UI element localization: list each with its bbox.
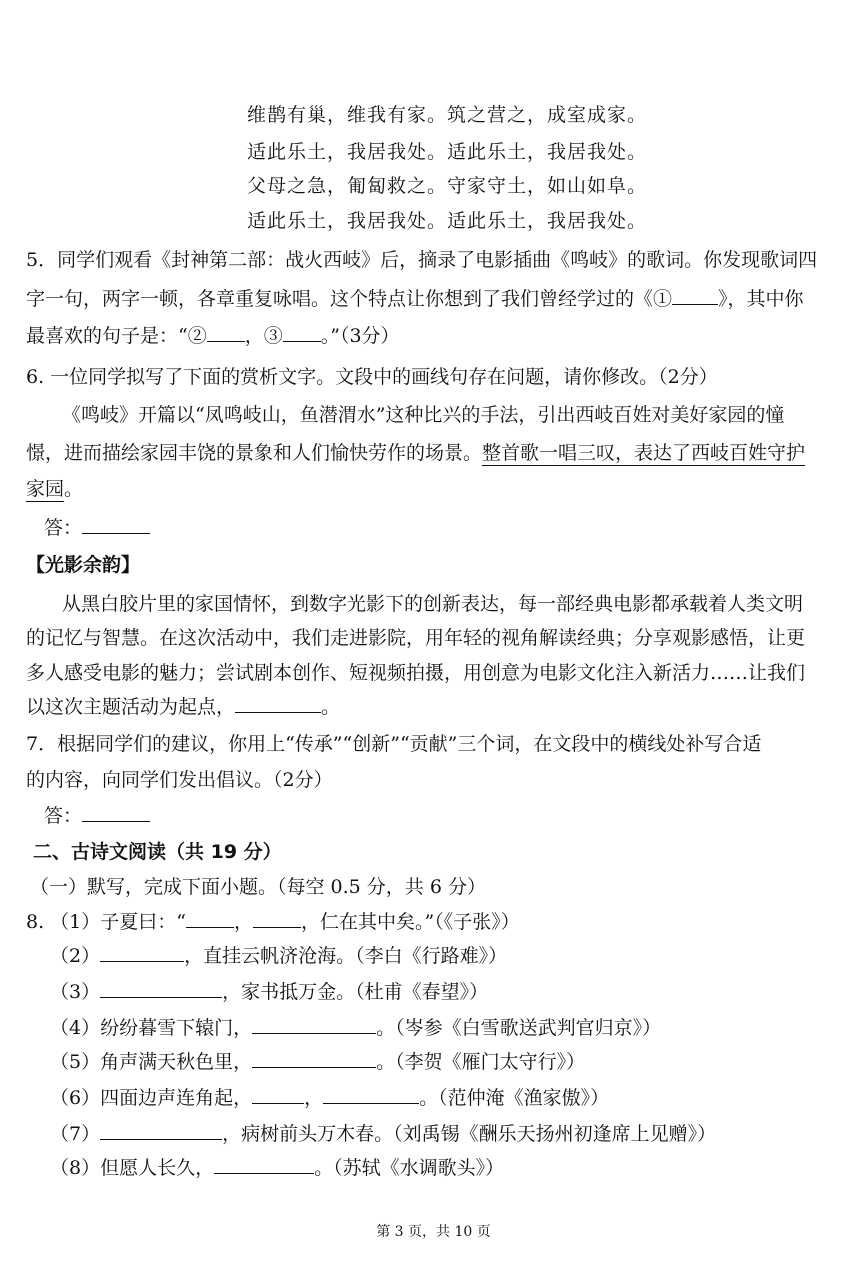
q8-item-6-end: 。（范仲淹《渔家傲》） bbox=[419, 1087, 610, 1109]
q8-item-4 bbox=[50, 1013, 661, 1043]
q8-item-5-blank[interactable] bbox=[252, 1049, 376, 1068]
q8-item-7-num: （7） bbox=[50, 1123, 101, 1145]
q5-blank-3[interactable] bbox=[283, 323, 321, 342]
q6-answer-blank[interactable] bbox=[82, 515, 150, 534]
q6-underlined-sentence: 整首歌一唱三叹，表达了西岐百姓守护 bbox=[482, 442, 806, 464]
q8-item-3-num: （3） bbox=[50, 981, 101, 1003]
guangying-para-line-1: 从黑白胶片里的家国情怀，到数字光影下的创新表达，每一部经典电影都承载着人类文明 bbox=[62, 593, 804, 615]
q8-item-7 bbox=[50, 1119, 716, 1149]
q8-item-5-end: 。（李贺《雁门太守行》） bbox=[376, 1051, 586, 1073]
guangying-para-line-4 bbox=[26, 692, 340, 722]
q5-line-3-mid: ，③ bbox=[244, 325, 283, 347]
q8-item-1-end: ，仁在其中矣。”（《子张》） bbox=[301, 911, 520, 933]
q6-answer-label: 答： bbox=[44, 517, 83, 539]
q7-answer bbox=[44, 801, 150, 831]
q8-item-3-end: ，家书抵万金。（杜甫《春望》） bbox=[222, 981, 489, 1003]
q6-para-plain: 憬，进而描绘家园丰饶的景象和人们愉快劳作的场景。 bbox=[26, 442, 483, 464]
page-number-footer: 第 3 页，共 10 页 bbox=[376, 1224, 491, 1240]
poem-line-1: 维鹊有巢，维我有家。筑之营之，成室成家。 bbox=[247, 104, 648, 126]
q8-item-7-end: ，病树前头万木春。（刘禹锡《酬乐天扬州初逢席上见赠》） bbox=[222, 1123, 717, 1145]
q8-item-2-blank[interactable] bbox=[100, 943, 184, 962]
q8-item-2-num: （2） bbox=[50, 945, 101, 967]
q8-item-6-sep: ， bbox=[304, 1087, 324, 1109]
q8-item-6 bbox=[50, 1083, 609, 1113]
q5-line-2-end: 》，其中你 bbox=[718, 288, 804, 310]
guangying-heading: 【光影余韵】 bbox=[26, 554, 141, 576]
q6-para-period: 。 bbox=[64, 478, 84, 500]
q8-item-6-text: （6）四面边声连角起， bbox=[50, 1087, 253, 1109]
q6-para-line-3 bbox=[26, 474, 83, 504]
q8-item-8-end: 。（苏轼《水调歌头》） bbox=[314, 1157, 505, 1179]
section-2-subheading: （一）默写，完成下面小题。（每空 0.5 分，共 6 分） bbox=[30, 876, 486, 898]
q8-item-8 bbox=[50, 1153, 504, 1183]
guangying-blank[interactable] bbox=[235, 694, 321, 713]
q7-answer-blank[interactable] bbox=[82, 803, 150, 822]
poem-line-4: 适此乐土，我居我处。适此乐土，我居我处。 bbox=[247, 210, 648, 232]
guangying-para-text: 以这次主题活动为起点， bbox=[26, 696, 236, 718]
q5-line-2-text: 字一句，两字一顿，各章重复咏唱。这个特点让你想到了我们曾经学过的《① bbox=[26, 288, 673, 310]
q8-item-1-text: 8. （1）子夏曰：“ bbox=[26, 911, 186, 933]
q5-line-2 bbox=[26, 284, 804, 314]
guangying-para-end: 。 bbox=[321, 696, 341, 718]
q6-prompt: 6. 一位同学拟写了下面的赏析文字。文段中的画线句存在问题，请你修改。（2分） bbox=[26, 366, 718, 388]
q5-line-3-text: 最喜欢的句子是：“② bbox=[26, 325, 207, 347]
q5-line-3-end: 。”（3分） bbox=[320, 325, 400, 347]
q5-blank-1[interactable] bbox=[672, 286, 718, 305]
q5-blank-2[interactable] bbox=[207, 323, 245, 342]
q8-item-3-blank[interactable] bbox=[100, 979, 222, 998]
q8-item-2-end: ，直挂云帆济沧海。（李白《行路难》） bbox=[184, 945, 508, 967]
q7-line-2: 的内容，向同学们发出倡议。（2分） bbox=[26, 769, 333, 791]
q8-item-8-blank[interactable] bbox=[214, 1155, 314, 1174]
guangying-para-line-3: 多人感受电影的魅力；尝试剧本创作、短视频拍摄，用创意为电影文化注入新活力……让我们 bbox=[26, 662, 806, 684]
q7-line-1: 7．根据同学们的建议，你用上“传承”“创新”“贡献”三个词，在文段中的横线处补写合适 bbox=[26, 733, 762, 755]
poem-line-2: 适此乐土，我居我处。适此乐土，我居我处。 bbox=[247, 141, 648, 163]
q7-answer-label: 答： bbox=[44, 805, 83, 827]
q8-item-4-blank[interactable] bbox=[252, 1015, 376, 1034]
q8-item-2 bbox=[50, 941, 507, 971]
q8-item-5-text: （5）角声满天秋色里， bbox=[50, 1051, 253, 1073]
poem-line-3: 父母之急，匍匐救之。守家守土，如山如阜。 bbox=[247, 175, 648, 197]
q8-item-1-blank-2[interactable] bbox=[253, 909, 301, 928]
q8-item-1-sep: ， bbox=[233, 911, 253, 933]
q8-item-8-text: （8）但愿人长久， bbox=[50, 1157, 215, 1179]
q8-item-1-blank-1[interactable] bbox=[186, 909, 234, 928]
q6-para-line-2 bbox=[26, 438, 805, 468]
q8-item-4-end: 。（岑参《白雪歌送武判官归京》） bbox=[376, 1017, 662, 1039]
q5-line-3 bbox=[26, 321, 400, 351]
q6-para-line-1: 《鸣岐》开篇以“凤鸣岐山，鱼潜渭水”这种比兴的手法，引出西岐百姓对美好家园的憧 bbox=[62, 404, 785, 426]
q5-line-1: 5．同学们观看《封神第二部：战火西岐》后，摘录了电影插曲《鸣岐》的歌词。你发现歌词四 bbox=[26, 249, 818, 271]
q8-item-7-blank[interactable] bbox=[100, 1121, 222, 1140]
q8-item-6-blank-2[interactable] bbox=[323, 1085, 419, 1104]
q8-item-4-text: （4）纷纷暮雪下辕门， bbox=[50, 1017, 253, 1039]
q8-item-6-blank-1[interactable] bbox=[252, 1085, 304, 1104]
q8-item-5 bbox=[50, 1047, 585, 1077]
guangying-para-line-2: 的记忆与智慧。在这次活动中，我们走进影院，用年轻的视角解读经典；分享观影感悟，让更 bbox=[26, 627, 806, 649]
section-2-heading: 二、古诗文阅读（共 19 分） bbox=[33, 841, 282, 863]
q6-underlined-end: 家园 bbox=[26, 478, 65, 500]
q8-item-3 bbox=[50, 977, 488, 1007]
q6-answer bbox=[44, 513, 150, 543]
q8-item-1 bbox=[26, 907, 520, 937]
